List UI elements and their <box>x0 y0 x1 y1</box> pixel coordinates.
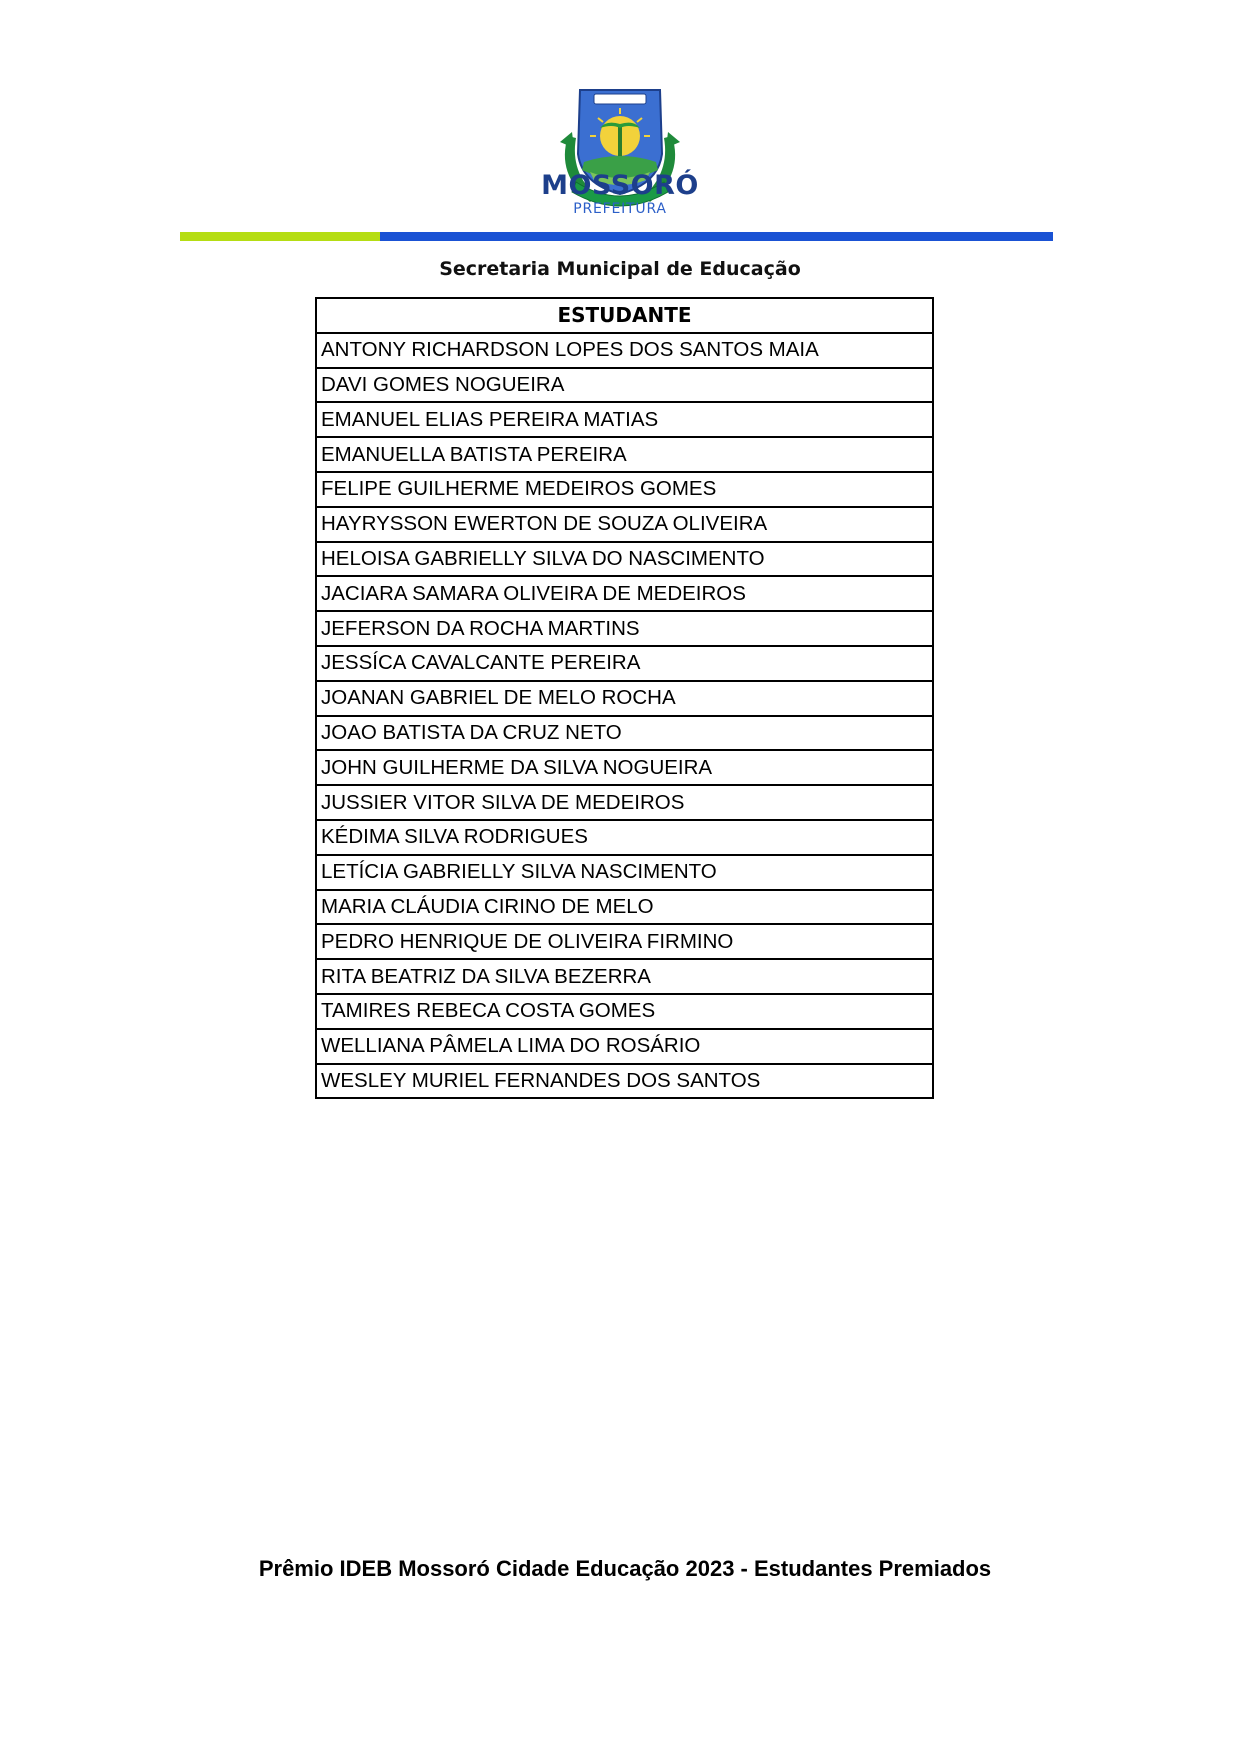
student-name-cell: JOAO BATISTA DA CRUZ NETO <box>316 716 933 751</box>
table-row <box>316 785 933 820</box>
student-name-cell: JESSÍCA CAVALCANTE PEREIRA <box>316 646 933 681</box>
table-row <box>316 959 933 994</box>
header-stripe-blue <box>380 232 1053 241</box>
table-row <box>316 924 933 959</box>
table-row <box>316 855 933 890</box>
student-name-cell: JOANAN GABRIEL DE MELO ROCHA <box>316 681 933 716</box>
student-name-cell: MARIA CLÁUDIA CIRINO DE MELO <box>316 890 933 925</box>
department-title: Secretaria Municipal de Educação <box>439 258 801 280</box>
table-row <box>316 472 933 507</box>
brand-name: MOSSORÓ <box>541 170 699 201</box>
table-row <box>316 333 933 368</box>
table-row <box>316 716 933 751</box>
student-name-cell: WELLIANA PÂMELA LIMA DO ROSÁRIO <box>316 1029 933 1064</box>
student-name-cell: FELIPE GUILHERME MEDEIROS GOMES <box>316 472 933 507</box>
table-row <box>316 1064 933 1099</box>
document-footer-title: Prêmio IDEB Mossoró Cidade Educação 2023 - Estudantes Premiados <box>258 1556 992 1581</box>
table-row <box>316 1029 933 1064</box>
student-name-cell: JEFERSON DA ROCHA MARTINS <box>316 611 933 646</box>
student-name-cell: ANTONY RICHARDSON LOPES DOS SANTOS MAIA <box>316 333 933 368</box>
students-table <box>315 297 934 1099</box>
table-row <box>316 646 933 681</box>
table-row <box>316 576 933 611</box>
column-header-estudante: ESTUDANTE <box>316 298 933 333</box>
table-row <box>316 994 933 1029</box>
table-row <box>316 402 933 437</box>
table-header-row <box>316 298 933 333</box>
student-name-cell: HELOISA GABRIELLY SILVA DO NASCIMENTO <box>316 542 933 577</box>
table-row <box>316 820 933 855</box>
student-name-cell: JUSSIER VITOR SILVA DE MEDEIROS <box>316 785 933 820</box>
table-row <box>316 507 933 542</box>
brand-subtitle: PREFEITURA <box>573 201 667 217</box>
student-name-cell: KÉDIMA SILVA RODRIGUES <box>316 820 933 855</box>
student-name-cell: DAVI GOMES NOGUEIRA <box>316 368 933 403</box>
student-name-cell: HAYRYSSON EWERTON DE SOUZA OLIVEIRA <box>316 507 933 542</box>
student-name-cell: RITA BEATRIZ DA SILVA BEZERRA <box>316 959 933 994</box>
table-row <box>316 368 933 403</box>
student-name-cell: WESLEY MURIEL FERNANDES DOS SANTOS <box>316 1064 933 1099</box>
table-row <box>316 437 933 472</box>
student-name-cell: PEDRO HENRIQUE DE OLIVEIRA FIRMINO <box>316 924 933 959</box>
student-name-cell: JACIARA SAMARA OLIVEIRA DE MEDEIROS <box>316 576 933 611</box>
header-stripe-lime <box>180 232 380 241</box>
table-row <box>316 681 933 716</box>
student-name-cell: EMANUEL ELIAS PEREIRA MATIAS <box>316 402 933 437</box>
student-name-cell: JOHN GUILHERME DA SILVA NOGUEIRA <box>316 750 933 785</box>
table-row <box>316 890 933 925</box>
student-name-cell: TAMIRES REBECA COSTA GOMES <box>316 994 933 1029</box>
student-name-cell: EMANUELLA BATISTA PEREIRA <box>316 437 933 472</box>
table-row <box>316 750 933 785</box>
table-row <box>316 542 933 577</box>
student-name-cell: LETÍCIA GABRIELLY SILVA NASCIMENTO <box>316 855 933 890</box>
table-row <box>316 611 933 646</box>
